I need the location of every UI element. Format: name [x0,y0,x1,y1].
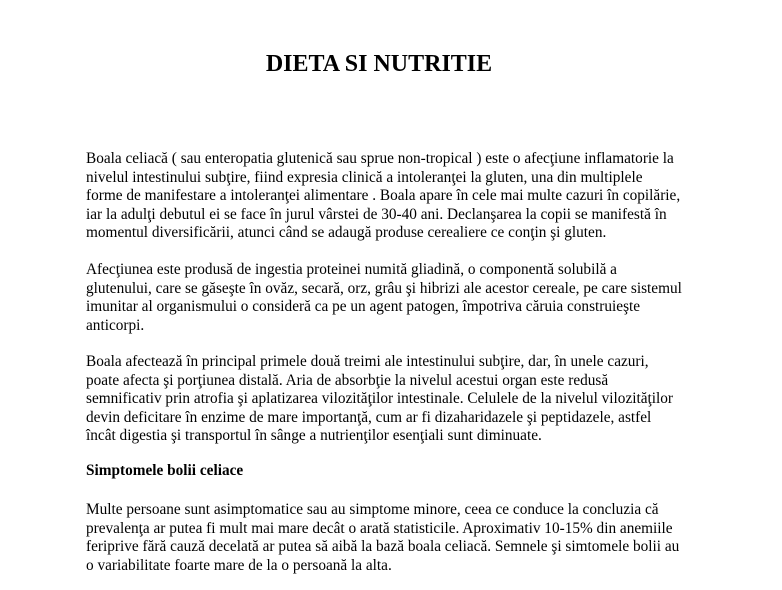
text-line: semnificativ prin atrofia şi aplatizarea vilozităţilor intestinale. Celulele de la nivelul vilozităţilor [86,390,674,407]
text-line: momentul diversificării, atunci când se adaugă produse cerealiere ce conţin şi gluten. [86,224,607,241]
text-line: o variabilitate foarte mare de la o persoană la alta. [86,556,392,574]
text-line: feriprive fără cauză decelată ar putea să aibă la bază boala celiacă. Semnele şi simtomele bolii au [86,538,680,555]
text-line: imunitar al organismului o consideră ca pe un agent patogen, împotriva căruia construieşte [86,298,641,315]
paragraph-cause [86,261,726,335]
paragraph-symptoms [86,501,726,575]
text-line: Boala afectează în principal primele două treimi ale intestinului subţire, dar, în unele cazuri, [86,353,649,370]
text-line: iar la adulţi debutul ei se face în jurul vârstei de 30-40 ani. Declanşarea la copii se manifestă în [86,205,667,223]
text-line: poate afecta şi porţiunea distală. Aria de absorbţie la nivelul acestui organ este redusă [86,371,609,389]
section-heading: Simptomele bolii celiace [86,462,244,479]
text-line: forme de manifestare a intoleranţei alimentare . Boala apare în cele mai multe cazuri în copilărie, [86,187,681,204]
text-line: Multe persoane sunt asimptomatice sau au simptome minore, ceea ce conduce la concluzia că [86,501,659,518]
paragraph-intro [86,150,726,243]
text-line: devin deficitare în enzime de mare importanţă, cum ar fi dizaharidazele şi peptidazele, astfel [86,408,652,426]
text-line: Boala celiacă ( sau enteropatia glutenică sau sprue non-tropical ) este o afecţiune inflamatorie la [86,150,674,167]
page-title: DIETA SI NUTRITIE [265,51,493,77]
text-line: glutenului, care se găseşte în ovăz, secară, orz, grâu şi hibrizi ale acestor cereale, pe care sistemul [86,279,682,297]
text-line: prevalenţa ar putea fi mult mai mare decât o arată statisticile. Aproximativ 10-15% din anemiile [86,519,673,537]
text-line: încât digestia şi transportul în sânge a nutrienţilor esenţiali sunt diminuate. [86,427,542,444]
text-line: anticorpi. [86,316,145,334]
paragraph-effects [86,353,726,446]
text-line: nivelul intestinului subţire, fiind expresia clinică a intoleranţei la gluten, una din multiplele [86,168,643,186]
text-line: Afecţiunea este produsă de ingestia proteinei numită gliadină, o componentă solubilă a [86,261,617,278]
